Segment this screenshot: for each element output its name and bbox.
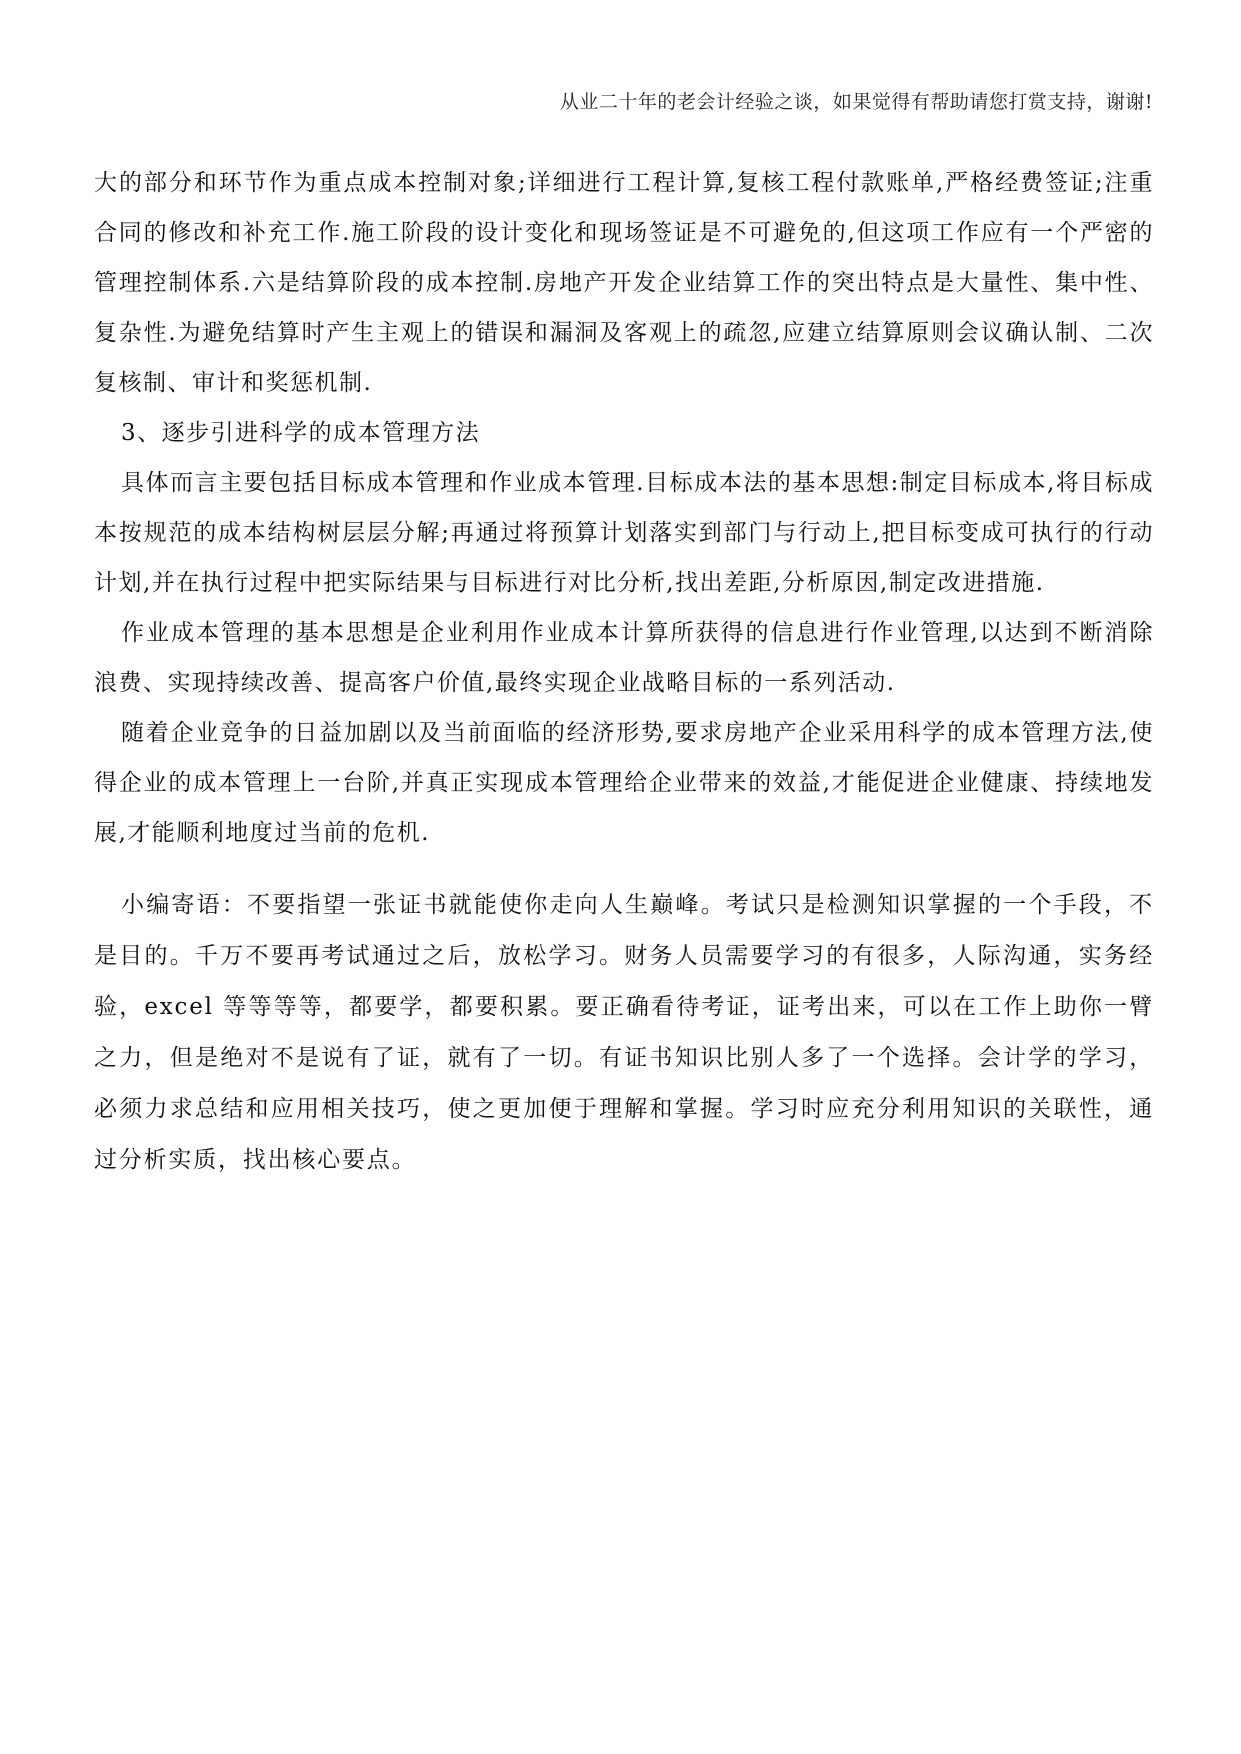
editor-note <box>94 880 1154 1186</box>
paragraph-continuation: 大的部分和环节作为重点成本控制对象;详细进行工程计算,复核工程付款账单,严格经费签证;注重合同的修改和补充工作.施工阶段的设计变化和现场签证是不可避免的,但这项工作应有一个严密的管理控制体系.六是结算阶段的成本控制.房地产开发企业结算工作的突出特点是大量性、集中性、复杂性.为避免结算时产生主观上的错误和漏洞及客观上的疏忽,应建立结算原则会议确认制、二次复核制、审计和奖惩机制. <box>94 170 1154 396</box>
page-header: 从业二十年的老会计经验之谈，如果觉得有帮助请您打赏支持，谢谢! <box>559 91 1153 113</box>
editor-note-text: 小编寄语：不要指望一张证书就能使你走向人生巅峰。考试只是检测知识掌握的一个手段，不是目的。千万不要再考试通过之后，放松学习。财务人员需要学习的有很多，人际沟通，实务经验，excel 等等等等，都要学，都要积累。要正确看待考证，证考出来，可以在工作上助你一臂之力，但是绝对不是说有了证，就有了一切。有证书知识比别人多了一个选择。会计学的学习，必须力求总结和应用相关技巧，使之更加便于理解和掌握。学习时应充分利用知识的关联性，通过分析实质，找出核心要点。 <box>94 892 1154 1173</box>
paragraph-activity-cost: 作业成本管理的基本思想是企业利用作业成本计算所获得的信息进行作业管理,以达到不断消除浪费、实现持续改善、提高客户价值,最终实现企业战略目标的一系列活动. <box>94 620 1154 696</box>
paragraph-target-cost: 具体而言主要包括目标成本管理和作业成本管理.目标成本法的基本思想:制定目标成本,将目标成本按规范的成本结构树层层分解;再通过将预算计划落实到部门与行动上,把目标变成可执行的行动计划,并在执行过程中把实际结果与目标进行对比分析,找出差距,分析原因,制定改进措施. <box>94 470 1154 596</box>
article-body <box>94 158 1154 858</box>
section-heading: 3、逐步引进科学的成本管理方法 <box>121 420 481 446</box>
paragraph-conclusion: 随着企业竞争的日益加剧以及当前面临的经济形势,要求房地产企业采用科学的成本管理方法,使得企业的成本管理上一台阶,并真正实现成本管理给企业带来的效益,才能促进企业健康、持续地发展,才能顺利地度过当前的危机. <box>94 720 1154 846</box>
